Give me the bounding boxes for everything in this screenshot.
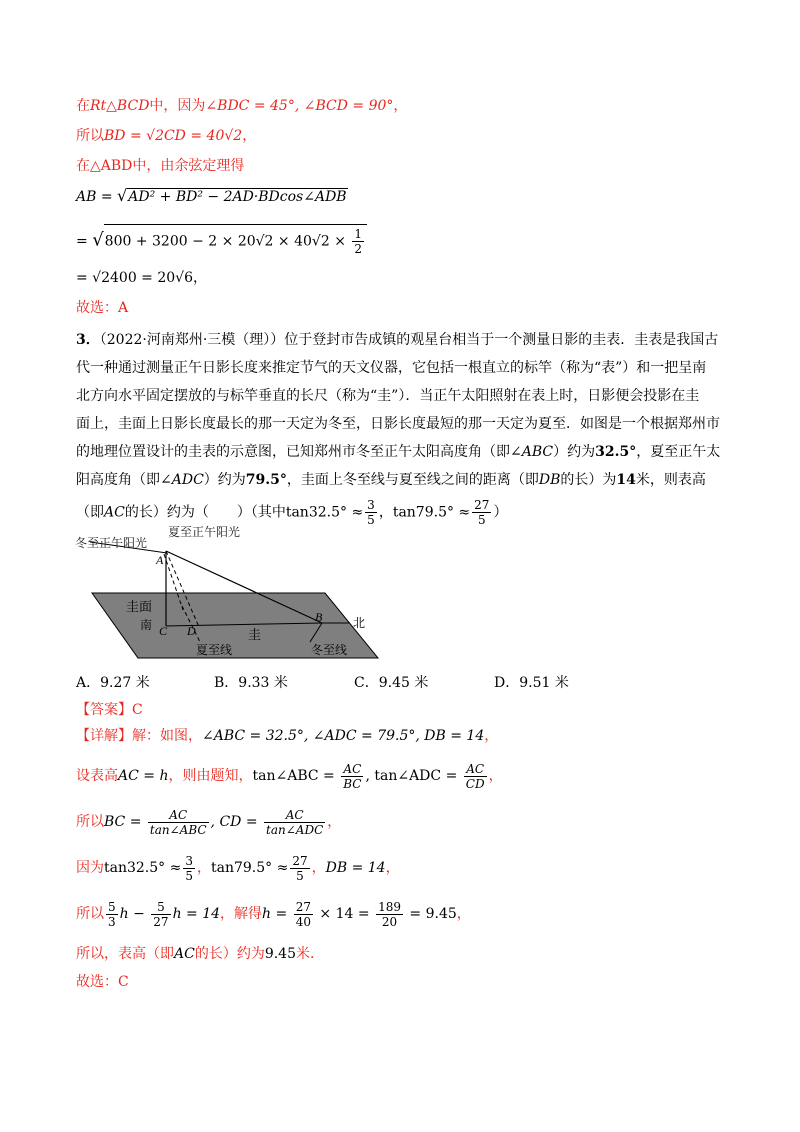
math-term: × 14 = [314, 906, 375, 922]
text: 阳高度角（即 [76, 472, 160, 488]
numerator: 1 [354, 227, 363, 241]
option-d[interactable] [494, 672, 569, 692]
math-eq: = [76, 233, 93, 250]
denominator: tan∠ABC [149, 822, 207, 837]
text: ， [488, 768, 503, 784]
option-unit: 米 [273, 675, 288, 691]
math-ab: AB = [76, 189, 118, 205]
prev-solution-line-4 [76, 186, 348, 207]
prev-solution-line-3: 在△ABD中，由余弦定理得 [76, 158, 245, 174]
text: ，夏至正午太 [636, 444, 721, 460]
denominator: BC [343, 776, 362, 791]
math-tan-79: tan79.5° ≈ [210, 860, 289, 876]
text: ， [385, 860, 400, 876]
denominator: 3 [108, 914, 116, 929]
fraction [106, 900, 118, 929]
text: ）约为 [553, 444, 596, 460]
math-h: h = [262, 906, 292, 922]
numerator: 3 [367, 498, 375, 512]
math-tan-ratios [252, 761, 488, 791]
math-tan-79: tan79.5° ≈ [392, 504, 471, 521]
text: 所以 [76, 906, 104, 922]
answer-line [76, 700, 143, 720]
solution-tag: 【详解】 [76, 728, 132, 744]
label-b: B [315, 610, 323, 624]
text: ， [242, 128, 257, 144]
solution-line-6 [76, 944, 314, 964]
numerator: 189 [378, 899, 401, 914]
option-unit: 米 [414, 675, 429, 691]
numerator: 5 [108, 899, 116, 914]
math-tan-32: tan32.5° ≈ [285, 504, 364, 521]
option-letter: D． [494, 675, 520, 691]
prev-solution-line-6 [76, 268, 207, 288]
fraction [464, 762, 487, 791]
sqrt-content [104, 224, 367, 256]
fraction [148, 808, 209, 837]
label-gui: 圭 [248, 627, 262, 642]
label-winter-sun: 冬至正午阳光 [75, 536, 148, 550]
question-text: 位于登封市告成镇的观星台相当于一个测量日影的圭表．圭表是我国古 [284, 332, 719, 348]
math-tan-values [104, 853, 197, 883]
denominator: 5 [185, 868, 193, 883]
numerator: 27 [292, 853, 308, 868]
label-gui-surface: 圭面 [126, 599, 153, 614]
sqrt-sign: √ [117, 186, 128, 205]
text: ， [378, 504, 393, 521]
text: ， [393, 98, 408, 114]
text: ，则由题知， [168, 768, 253, 784]
fraction [352, 227, 364, 256]
gnomon-diagram [70, 520, 400, 665]
numerator: 3 [185, 853, 193, 868]
question-source: （2022·河南郑州·三模（理）） [99, 332, 285, 348]
answer-value: C [132, 702, 143, 718]
question-line-3: 北方向水平固定摆放的与标竿垂直的长尺（称为“圭”）．当正午太阳照射在表上时，日影便会投影在圭 [76, 388, 700, 404]
option-value: 9.45 [378, 675, 410, 691]
math-ac-h: AC = h [118, 768, 169, 784]
option-letter: A． [76, 675, 101, 691]
option-b[interactable] [214, 672, 288, 692]
prev-solution-line-1 [76, 96, 407, 116]
math-ac: AC [104, 504, 125, 521]
denominator: tan∠ADC [266, 822, 324, 837]
fraction [472, 498, 491, 527]
text: 在 [76, 98, 90, 114]
math-angles: ∠BDC = 45°, ∠BCD = 90° [205, 98, 394, 114]
option-letter: C． [354, 675, 379, 691]
fraction [264, 808, 325, 837]
text: 的长）为 [560, 472, 617, 488]
math-cd: , CD = [210, 814, 263, 830]
text: 中，因为 [149, 98, 206, 114]
math-db: DB [538, 472, 561, 488]
question-paragraph [76, 326, 726, 527]
option-letter: B． [214, 675, 239, 691]
text: （即 [76, 504, 104, 521]
numerator: 5 [151, 900, 170, 915]
value-winter-angle: 32.5° [595, 444, 637, 460]
question-line-1 [76, 326, 726, 354]
math-expr: 800 + 3200 − 2 × 20√2 × 40√2 × [104, 233, 351, 250]
label-winter-line: 冬至线 [311, 643, 348, 657]
text: 解：如图， [132, 728, 202, 744]
label-c: C [159, 624, 168, 638]
text: 的长）约为（ ）（其中 [124, 504, 286, 521]
text: ，圭面上冬至线与夏至线之间的距离（即 [286, 472, 539, 488]
math-solve [262, 899, 457, 929]
solution-line-1 [76, 726, 498, 746]
numerator: 27 [474, 498, 490, 512]
math-given: ∠ABC = 32.5°, ∠ADC = 79.5°, DB = 14 [202, 728, 485, 744]
text: 所以，表高（即 [76, 946, 174, 962]
text: ， [311, 860, 326, 876]
math-cosine-law: AD² + BD² − 2AD·BDcos∠ADB [128, 189, 347, 205]
math-tan-adc: , tan∠ADC = [365, 768, 462, 784]
answer-tag: 【答案】 [76, 702, 132, 718]
text: 米，则表高 [635, 472, 706, 488]
option-value: 9.27 [100, 675, 132, 691]
numerator: AC [464, 762, 487, 777]
text: 设表高 [76, 768, 118, 784]
math-tan-abc: tan∠ABC = [252, 768, 340, 784]
solution-line-4 [76, 852, 400, 884]
numerator: AC [341, 762, 363, 777]
math-bd: BD = √2CD = 40√2 [104, 128, 243, 144]
text: ， [196, 860, 211, 876]
value-distance: 14 [616, 472, 636, 488]
text: ）约为 [203, 472, 246, 488]
value-summer-angle: 79.5° [245, 472, 287, 488]
fraction [341, 762, 363, 791]
prev-solution-line-2 [76, 126, 256, 146]
fraction [290, 854, 309, 883]
math-angle-abc: ∠ABC [510, 444, 554, 460]
option-c[interactable] [354, 672, 428, 692]
solution-line-3 [76, 806, 341, 838]
math-tan-79-value [210, 853, 312, 883]
math-equation [104, 899, 221, 929]
denominator: CD [465, 776, 485, 791]
option-unit: 米 [135, 675, 150, 691]
math-triangle: Rt△BCD [90, 98, 150, 114]
numerator: AC [264, 808, 325, 823]
math-term: h − [119, 906, 150, 922]
label-south: 南 [140, 618, 153, 632]
label-summer-line: 夏至线 [196, 643, 233, 657]
option-unit: 米 [554, 675, 569, 691]
text: ，解得 [220, 906, 263, 922]
text: ， [327, 814, 342, 830]
fraction [183, 854, 195, 883]
denominator: 20 [381, 914, 398, 929]
option-value: 9.51 [519, 675, 551, 691]
question-line-2: 代一种通过测量正午日影长度来推定节气的天文仪器，它包括一根直立的标竿（称为“表”）和一把呈南 [76, 360, 707, 376]
question-line-4: 面上，圭面上日影长度最长的那一天定为冬至，日影长度最短的那一天定为夏至．如图是一个根据郑州市 [76, 416, 720, 432]
option-value: 9.33 [238, 675, 270, 691]
label-d: D [187, 624, 196, 638]
sqrt-sign: √ [92, 229, 104, 251]
text: 的长）约为 [194, 946, 265, 962]
text: ， [193, 270, 208, 286]
math-bc-cd [104, 807, 327, 837]
denominator: 5 [367, 513, 375, 527]
denominator: 5 [296, 868, 304, 883]
text: ， [456, 906, 471, 922]
question-line-5 [76, 438, 726, 466]
denominator: 5 [477, 513, 486, 527]
prev-answer-line: 故选：A [76, 300, 129, 316]
numerator: AC [148, 808, 209, 823]
text: ， [484, 728, 499, 744]
solution-line-5 [76, 898, 471, 930]
math-bc: BC = [104, 814, 146, 830]
label-summer-sun: 夏至正午阳光 [168, 525, 241, 539]
text: 米. [296, 946, 315, 962]
prev-solution-line-5 [76, 224, 367, 256]
math-angle-adc: ∠ADC [160, 472, 204, 488]
math-result: = 9.45 [404, 906, 457, 922]
text: 所以 [76, 814, 104, 830]
text: 因为 [76, 860, 104, 876]
text: 所以 [76, 128, 104, 144]
math-db: DB = 14 [325, 860, 386, 876]
math-ac: AC [174, 946, 195, 962]
solution-line-2 [76, 760, 503, 792]
text: ） [493, 504, 508, 521]
fraction [294, 900, 313, 929]
label-north: 北 [353, 616, 366, 630]
final-answer-line: 故选：C [76, 974, 129, 990]
math-tan-32: tan32.5° ≈ [104, 860, 182, 876]
question-number: 3． [76, 332, 100, 348]
fraction [151, 900, 170, 929]
fraction [376, 900, 403, 929]
math-value: 9.45 [264, 946, 296, 962]
math-result: = √2400 = 20√6 [76, 270, 194, 286]
question-line-6 [76, 466, 726, 494]
denominator: 2 [354, 242, 363, 256]
label-a: A [156, 553, 164, 567]
denominator: 27 [153, 914, 169, 929]
numerator: 27 [295, 899, 311, 914]
text: 的地理位置设计的圭表的示意图，已知郑州市冬至正午太阳高度角（即 [76, 444, 510, 460]
option-a[interactable] [76, 672, 150, 692]
math-term: h = 14 [172, 906, 221, 922]
denominator: 40 [295, 914, 311, 929]
